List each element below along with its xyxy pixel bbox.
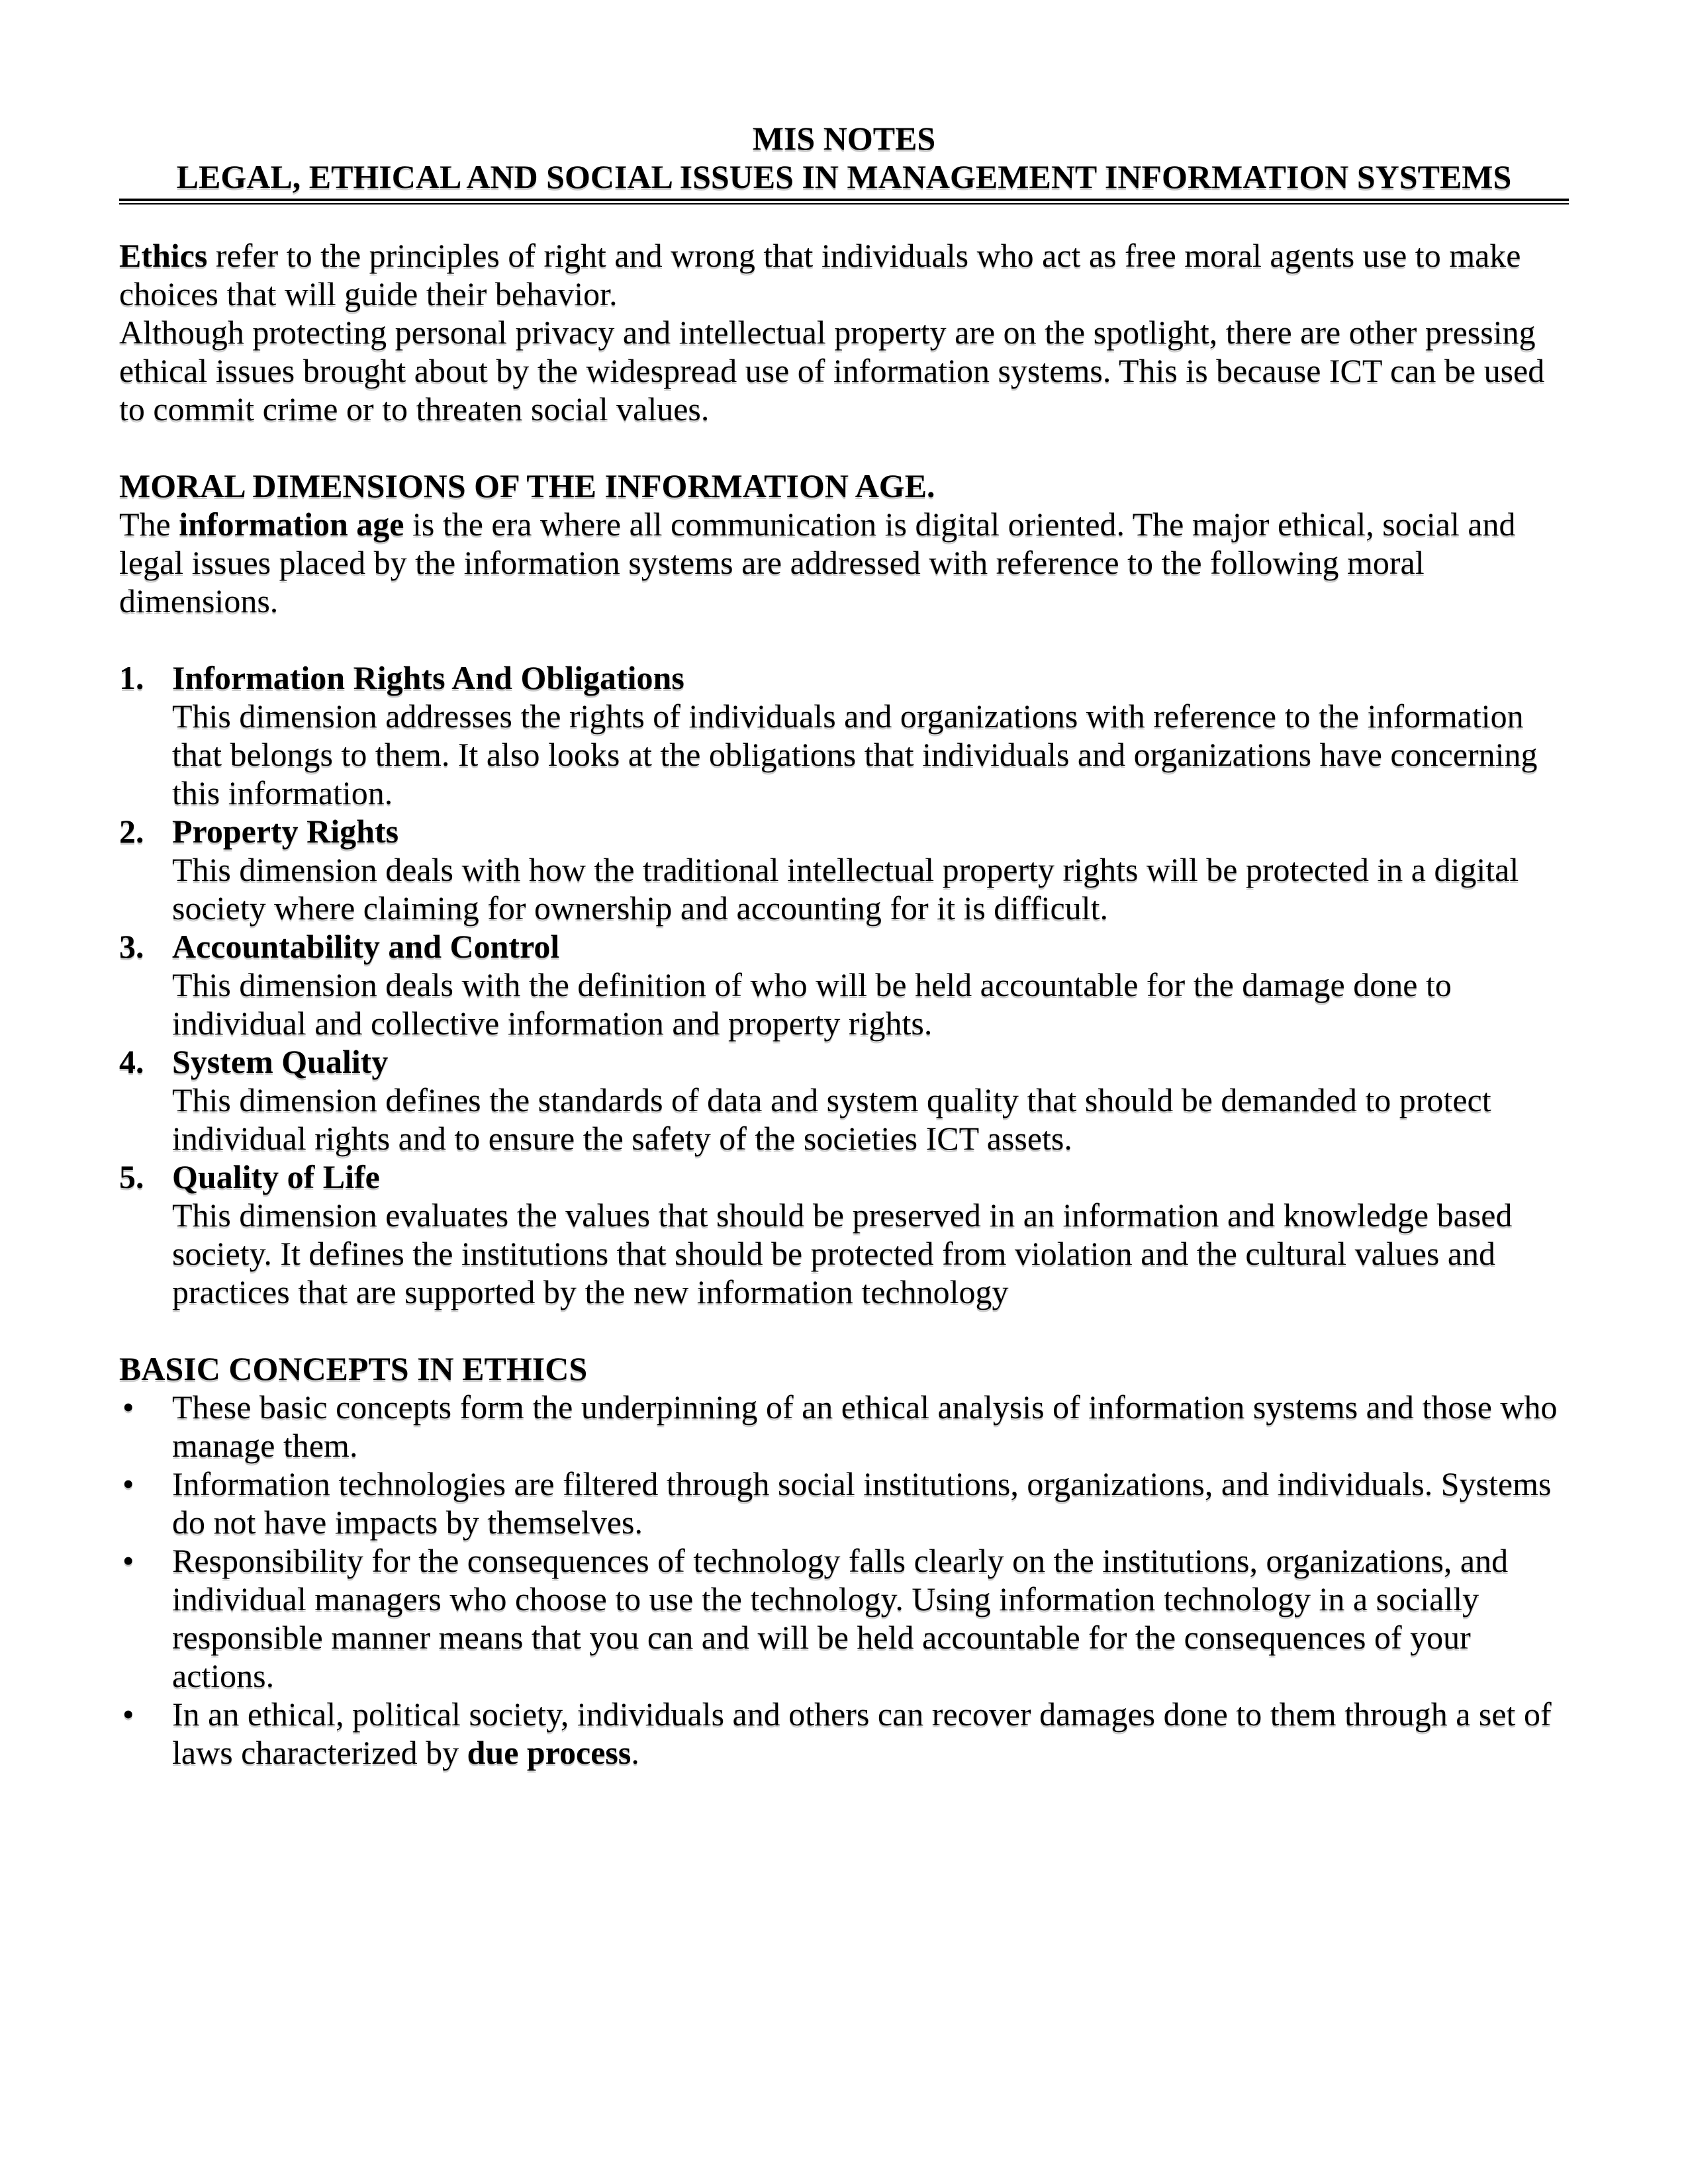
moral-dimensions-list xyxy=(119,659,1569,1311)
list-item-title: Quality of Life xyxy=(172,1158,380,1195)
list-item-number: 4. xyxy=(119,1043,144,1080)
moral-dimensions-heading: MORAL DIMENSIONS OF THE INFORMATION AGE. xyxy=(119,467,935,504)
intro-section xyxy=(119,236,1569,428)
list-item-title: Information Rights And Obligations xyxy=(172,659,684,696)
bullet-text-pre: Responsibility for the consequences of technology falls clearly on the institutions, organizations, and individual managers who choose to use the technology. Using information technology in a socially responsible manner means that you can and will be held accountable for the consequences of your actions. xyxy=(172,1542,1509,1694)
list-item-description: This dimension deals with the definition of who will be held accountable for the damage done to individual and collective information and property rights. xyxy=(172,966,1452,1042)
bullet-text xyxy=(172,1695,1569,1772)
list-item-title: Accountability and Control xyxy=(172,928,560,965)
list-item-number: 2. xyxy=(119,813,144,850)
moral-intro-bold: information age xyxy=(179,506,404,543)
list-item-description: This dimension addresses the rights of individuals and organizations with reference to the information that belongs to them. It also looks at the obligations that individuals and organizations have concerning this information. xyxy=(172,698,1538,811)
bullet-list-item xyxy=(119,1388,1569,1465)
title-rule-thick xyxy=(119,199,1569,201)
numbered-list-item xyxy=(119,927,1569,1042)
bullet-text-pre: These basic concepts form the underpinning of an ethical analysis of information systems and those who manage them. xyxy=(172,1388,1558,1464)
numbered-list-item xyxy=(119,1042,1569,1158)
bullet-text-pre: Information technologies are filtered through social institutions, organizations, and individuals. Systems do not have impacts by themselves. xyxy=(172,1465,1552,1541)
numbered-list-item xyxy=(119,659,1569,812)
moral-dimensions-intro xyxy=(119,505,1569,620)
bullet-text-pre: In an ethical, political society, individuals and others can recover damages done to them through a set of laws characterized by xyxy=(172,1696,1552,1771)
intro-paragraph-1-body: refer to the principles of right and wrong that individuals who act as free moral agents use to make choices that will guide their behavior. xyxy=(119,237,1521,312)
intro-paragraph-1 xyxy=(119,236,1569,313)
bullet-text xyxy=(172,1541,1569,1695)
bullet-icon: • xyxy=(122,1465,134,1502)
basic-concepts-heading: BASIC CONCEPTS IN ETHICS xyxy=(119,1350,588,1387)
moral-intro-post: is the era where all communication is digital oriented. The major ethical, social and legal issues placed by the information systems are addressed with reference to the following moral dimensions. xyxy=(119,506,1516,619)
numbered-list-item xyxy=(119,1158,1569,1311)
moral-intro-pre: The xyxy=(119,506,179,543)
bullet-text xyxy=(172,1388,1569,1465)
intro-paragraph-1-lead: Ethics xyxy=(119,237,208,274)
bullet-text xyxy=(172,1465,1569,1541)
bullet-icon: • xyxy=(122,1696,134,1733)
list-item-title: Property Rights xyxy=(172,813,399,850)
bullet-list-item xyxy=(119,1695,1569,1772)
intro-paragraph-2: Although protecting personal privacy and intellectual property are on the spotlight, there are other pressing ethical issues brought about by the widespread use of information systems. This is because ICT can be used to commit crime or to threaten social values. xyxy=(119,314,1545,428)
document-title-block xyxy=(119,119,1569,196)
list-item-description: This dimension deals with how the traditional intellectual property rights will be protected in a digital society where claiming for ownership and accounting for it is difficult. xyxy=(172,851,1519,927)
numbered-list-item xyxy=(119,812,1569,927)
list-item-number: 1. xyxy=(119,659,144,696)
title-rule-thin xyxy=(119,203,1569,205)
bullet-text-post: . xyxy=(631,1734,639,1771)
list-item-number: 3. xyxy=(119,928,144,965)
list-item-description: This dimension evaluates the values that should be preserved in an information and knowledge based society. It defines the institutions that should be protected from violation and the cultural values and practices that are supported by the new information technology xyxy=(172,1197,1513,1310)
bullet-icon: • xyxy=(122,1388,134,1426)
list-item-title: System Quality xyxy=(172,1043,389,1080)
list-item-description: This dimension defines the standards of data and system quality that should be demanded to protect individual rights and to ensure the safety of the societies ICT assets. xyxy=(172,1081,1491,1157)
bullet-list-item xyxy=(119,1465,1569,1541)
list-item-number: 5. xyxy=(119,1158,144,1195)
basic-concepts-list xyxy=(119,1388,1569,1772)
bullet-text-bold: due process xyxy=(467,1734,632,1771)
bullet-icon: • xyxy=(122,1542,134,1579)
title-line-2: LEGAL, ETHICAL AND SOCIAL ISSUES IN MANAGEMENT INFORMATION SYSTEMS xyxy=(176,158,1512,195)
bullet-list-item xyxy=(119,1541,1569,1695)
title-line-1: MIS NOTES xyxy=(752,120,936,157)
